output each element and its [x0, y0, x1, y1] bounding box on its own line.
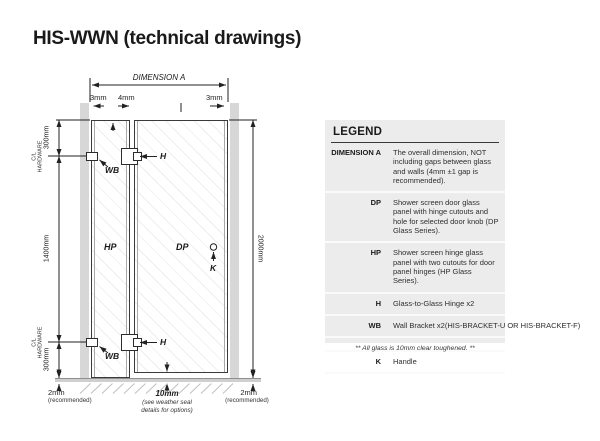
legend-term: WB — [368, 320, 381, 330]
door-knob — [210, 244, 216, 250]
dp-panel-label: DP — [176, 242, 189, 252]
legend-desc: Handle — [393, 357, 417, 367]
legend-term: K — [375, 357, 381, 367]
hardware-text: HARDWARE — [37, 326, 44, 359]
hinge-top-label: H — [160, 151, 167, 161]
legend-desc: Shower screen hinge glass panel with two cutouts for door panel hinges (HP Glass Series). — [393, 248, 495, 286]
gap-left-label: 3mm — [90, 93, 107, 102]
dim-300mm-top: 300mm — [43, 125, 51, 150]
hardware-text: HARDWARE — [37, 140, 44, 173]
legend-desc: Wall Bracket x2(HIS-BRACKET-U OR HIS-BRACKET-F) — [393, 320, 581, 330]
cl-hardware-bottom-label — [32, 325, 45, 361]
legend-term: DP — [370, 198, 381, 208]
weather-seal-note-line1: (see weather seal — [142, 399, 192, 406]
gap-2mm-right-label: 2mm — [240, 388, 257, 397]
dim-2000mm: 2000mm — [256, 234, 264, 263]
gap-2mm-right-note: (recommended) — [225, 397, 269, 404]
gap-2mm-left-label: 2mm — [48, 388, 65, 397]
cl-hardware-top-label — [32, 139, 45, 175]
cl-text: C/L — [31, 152, 38, 161]
wall-bracket-top-label: WB — [105, 165, 120, 175]
cl-text: C/L — [31, 338, 38, 347]
legend-title: LEGEND — [333, 126, 383, 138]
page-title: HIS-WWN (technical drawings) — [33, 28, 302, 49]
knob-label: K — [210, 263, 217, 273]
hinge-bottom-label: H — [160, 337, 167, 347]
dim-300mm-bottom: 300mm — [43, 347, 51, 372]
legend-desc: Shower screen door glass panel with hinge cutouts and hole for selected door knob (DP Glass Series). — [393, 198, 499, 236]
gap-mid-label: 4mm — [118, 93, 135, 102]
legend-footnote: ** All glass is 10mm clear toughened. ** — [355, 345, 475, 352]
legend-term: DIMENSION A — [331, 148, 381, 157]
gap-10mm-label: 10mm — [155, 389, 179, 398]
gap-right-label: 3mm — [206, 93, 223, 102]
dim-1400mm: 1400mm — [43, 234, 51, 263]
weather-seal-note-line2: details for options) — [141, 407, 193, 414]
legend-term: HP — [370, 248, 381, 258]
legend-desc: Glass-to-Glass Hinge x2 — [393, 298, 475, 308]
hp-panel-label: HP — [104, 242, 117, 252]
dimension-a-label: DIMENSION A — [132, 73, 186, 82]
legend-term: H — [375, 298, 381, 308]
wall-bracket-bottom-label: WB — [105, 351, 120, 361]
legend-desc: The overall dimension, NOT including gaps between glass and walls (4mm ±1 gap is recommended). — [393, 148, 491, 185]
gap-2mm-left-note: (recommended) — [48, 397, 92, 404]
